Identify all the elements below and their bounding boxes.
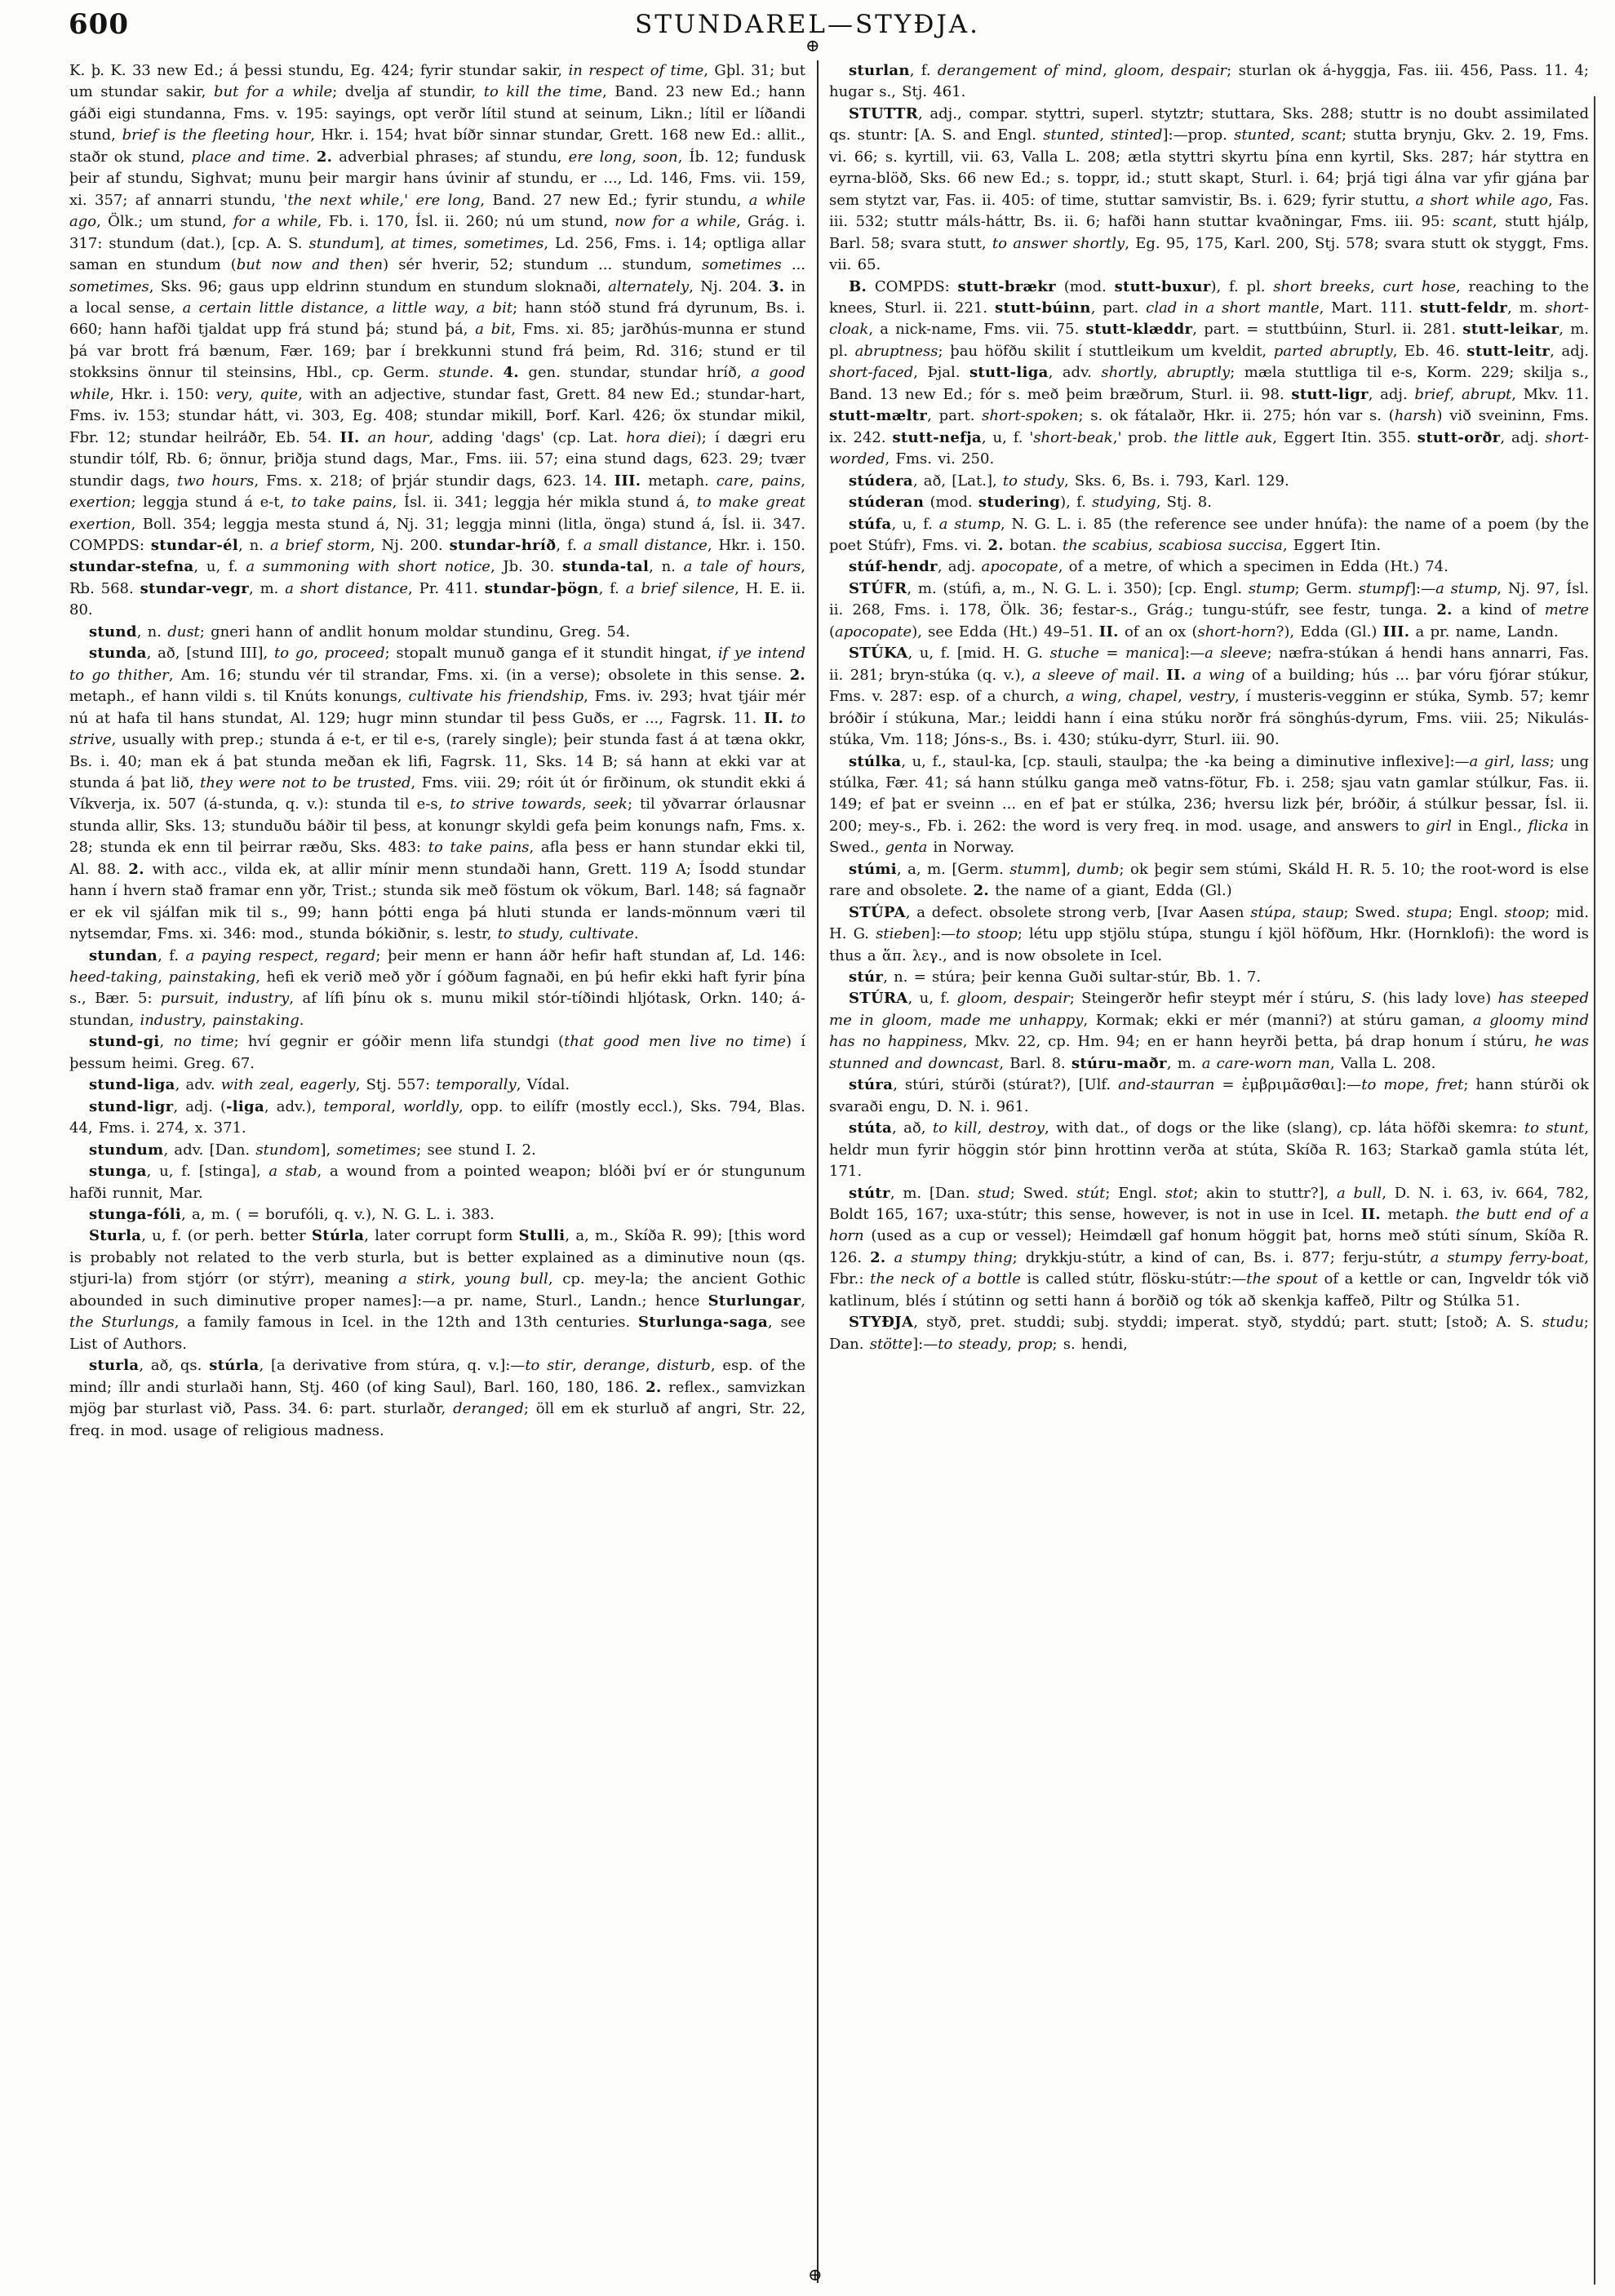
dictionary-entry: stútr, m. [Dan. stud; Swed. stút; Engl. stot; akin to stuttr?], a bull, D. N. i. 63, iv. 664, 782, Boldt 165, 167; uxa-stútr; this sense, however, is not in use in Icel. II. metaph. the butt end of a horn (used as a cup or vessel); Heimdæll gaf honum höggit þat, horns með stúti sínum, Skíða R. 126. 2. a stumpy thing; drykkju-stútr, a kind of can, Bs. i. 877; ferju-stútr, a stumpy ferry-boat, Fbr.: the neck of a bottle is called stútr, flösku-stútr:—the spout of a kettle or can, Ingveldr tók við katlinum, blés í stútinn og setti hann á borðið og tók að skenkja kaffeð, Piltr og Stúlka 51. [829,1184,1589,1310]
dictionary-entry: stúderan (mod. studering), f. studying, Stj. 8. [849,494,1212,512]
dictionary-entry: stúmi, a, m. [Germ. stumm], dumb; ok þegir sem stúmi, Skáld H. R. 5. 10; the root-word is else rare and obsolete. 2. the name of a giant, Edda (Gl.) [829,860,1589,900]
dictionary-entry: stunga-fóli, a, m. ( = borufóli, q. v.), N. G. L. i. 383. [89,1206,495,1224]
dictionary-entry: stúf-hendr, adj. apocopate, of a metre, of which a specimen in Edda (Ht.) 74. [849,558,1449,576]
dictionary-entry: stunda, að, [stund III], to go, proceed; stopalt munuð ganga ef it stundit hingat, if ye intend to go thither, Am. 16; stundu vér til strandar, Fms. xi. (in a verse); obsolete in this sense. 2. metaph., ef hann vildi s. til Knúts konungs, cultivate his friendship, Fms. iv. 293; hvat tjáir mér nú at hafa til hans stundat, Al. 129; hugr minn stundar til þess Guðs, er ..., Fagrsk. 11. II. to strive, usually with prep.; stunda á e-t, er til e-s, (rarely single); þeir stunda fast á at tæna okkr, Bs. i. 40; man ek á þat stunda meðan ek lifi, Fagrsk. 11, Sks. 14 B; sá hann at ekki var at stunda á þat lið, they were not to be trusted, Fms. viii. 29; róit út ór firðinum, ok stundit ekki á Víkverja, ix. 507 (á-stunda, q. v.): stunda til e-s, to strive towards, seek; til yðvarrar órlausnar stunda allir, Sks. 13; stunduðu báðir til þess, at konungr skyldi gefa þeim konungs nafn, Fms. x. 28; stunda ek enn til þeirrar ræðu, Sks. 483: to take pains, afla þess er hann stundar ekki til, Al. 88. 2. with acc., vilda ek, at allir mínir menn stundaði hann, Grett. 119 A; Ísodd stundar hann í hvern stað framar enn yðr, Trist.; stunda sik með föstum ok vökum, Barl. 148; sá fagnaðr er ek vil sjálfan mik til s., 99; hann þótti enga þá hluti stunda er lands-mönnum væri til nytsemdar, Fms. xi. 346: mod., stunda bókiðnir, s. lestr, to study, cultivate. [69,645,805,943]
page-edge-rule [1594,96,1595,2285]
dictionary-entry: sturlan, f. derangement of mind, gloom, despair; sturlan ok á-hyggja, Fas. iii. 456, Pass. 11. 4; hugar s., Stj. 461. [829,62,1589,101]
printer-mark-bottom-icon: ⊕ [808,2265,823,2285]
dictionary-entry: STUTTR, adj., compar. styttri, superl. stytztr; stuttara, Sks. 288; stuttr is no doubt assimilated qs. stuntr: [A. S. and Engl. stunted, stinted]:—prop. stunted, scant; stutta brynju, Gkv. 2. 19, Fms. vi. 66; s. kyrtill, vii. 63, Valla L. 208; ætla styttri skyrtu þína enn kyrtil, Sks. 287; hár styttra en eyrna-blöð, Sks. 66 new Ed.; s. toppr, id.; stutt skapt, Sturl. i. 64; þrjá tigi álna var yfir gjána þar sem stytzt var, Fas. ii. 405: of time, stuttar samvistir, Bs. i. 629; fyrir stuttu, a short while ago, Fas. iii. 532; stuttr máls-háttr, Bs. ii. 6; hafði hann stuttar kvaðningar, Fms. iii. 95: scant, stutt hjálp, Barl. 58; svara stutt, to answer shortly, Eg. 95, 175, Karl. 200, Stj. 578; svara stutt ok styggt, Fms. vii. 65. [829,104,1589,274]
printer-mark-top-icon: ⊕ [805,36,820,55]
page-title: STUNDAREL—STYÐJA. [634,10,981,39]
dictionary-entry: STÚRA, u, f. gloom, despair; Steingerðr hefir steypt mér í stúru, S. (his lady love) has steeped me in gloom, made me unhappy, Kormak; ekki er mér (manni?) at stúru gaman, a gloomy mind has no happiness, Mkv. 22, cp. Hm. 94; en er hann heyrði þetta, þá drap honum í stúru, he was stunned and downcast, Barl. 8. stúru-maðr, m. a care-worn man, Valla L. 208. [829,990,1589,1072]
text-columns [69,60,1589,2283]
dictionary-entry: stundan, f. a paying respect, regard; þeir menn er hann áðr hefir haft stundan af, Ld. 146: heed-taking, painstaking, hefi ek verið með yðr í góðum fagnaði, en þú hefir ekki haft fyrir þína s., Bær. 5: pursuit, industry, af lífi þínu ok s. munu mikil stór-tíðindi hljótask, Orkn. 140; á-stundan, industry, painstaking. [69,946,805,1029]
column-divider-rule [817,60,819,2283]
dictionary-entry: stúfa, u, f. a stump, N. G. L. i. 85 (the reference see under hnúfa): the name of a poem (by the poet Stúfr), Fms. vi. 2. botan. the scabius, scabiosa succisa, Eggert Itin. [829,515,1589,554]
dictionary-entry: B. COMPDS: stutt-brækr (mod. stutt-buxur), f. pl. short breeks, curt hose, reaching to the knees, Sturl. ii. 221. stutt-búinn, part. clad in a short mantle, Mart. 111. stutt-feldr, m. short-cloak, a nick-name, Fms. vii. 75. stutt-klæddr, part. = stuttbúinn, Sturl. ii. 281. stutt-leikar, m. pl. abruptness; þau höfðu skilit í stuttleikum um kveldit, parted abruptly, Eb. 46. stutt-leitr, adj. short-faced, Þjal. stutt-liga, adv. shortly, abruptly; mæla stuttliga til e-s, Korm. 229; skilja s., Band. 13 new Ed.; fór s. með þeim bræðrum, Sturl. ii. 98. stutt-ligr, adj. brief, abrupt, Mkv. 11. stutt-mæltr, part. short-spoken; s. ok fátalaðr, Hkr. ii. 275; hón var s. (harsh) við sveininn, Fms. ix. 242. stutt-nefja, u, f. 'short-beak,' prob. the little auk, Eggert Itin. 355. stutt-orðr, adj. short-worded, Fms. vi. 250. [829,277,1589,468]
dictionary-entry: stúr, n. = stúra; þeir kenna Guði sultar-stúr, Bb. 1. 7. [849,968,1262,986]
left-column [69,60,805,2283]
dictionary-entry: stundum, adv. [Dan. stundom], sometimes; see stund I. 2. [89,1141,536,1159]
dictionary-entry: sturla, að, qs. stúrla, [a derivative from stúra, q. v.]:—to stir, derange, disturb, esp. of the mind; íllr andi sturlaði hann, Stj. 460 (of king Saul), Barl. 160, 180, 186. 2. reflex., samvizkan mjög þar sturlast við, Pass. 34. 6: part. sturlaðr, deranged; öll em ek sturluð af angri, Str. 22, freq. in mod. usage of religious madness. [69,1357,805,1439]
right-column [829,60,1589,2283]
page-number: 600 [69,8,129,41]
dictionary-entry: STÚPA, a defect. obsolete strong verb, [Ivar Aasen stúpa, staup; Swed. stupa; Engl. stoop; mid. H. G. stieben]:—to stoop; létu upp stjölu stúpa, stungu í kjöl höfðum, Hkr. (Hornklofi): the word is thus a ἅπ. λεγ., and is now obsolete in Icel. [829,903,1589,964]
dictionary-entry: STÚKA, u, f. [mid. H. G. stuche = manica]:—a sleeve; næfra-stúkan á hendi hans annarri, Fas. ii. 281; bryn-stúka (q. v.), a sleeve of mail. II. a wing of a building; hús ... þar vóru fjórar stúkur, Fms. v. 287: esp. of a church, a wing, chapel, vestry, í musteris-vegginn er stúka, Symb. 57; kemr bróðir í stúkuna, Mar.; leiddi hann í eina stúku norðr frá sönghús-dyrum, Fms. viii. 25; Nikulás-stúka, Vm. 118; Jóns-s., Bs. i. 430; stúku-dyrr, Sturl. iii. 90. [829,645,1589,749]
dictionary-entry: stund-liga, adv. with zeal, eagerly, Stj. 557: temporally, Vídal. [89,1076,570,1094]
dictionary-entry: stund-gi, no time; hví gegnir er góðir menn lifa stundgi (that good men live no time) í þessum heimi. Greg. 67. [69,1033,805,1072]
dictionary-entry: Sturla, u, f. (or perh. better Stúrla, later corrupt form Stulli, a, m., Skíða R. 99); [this word is probably not related to the verb sturla, but is better explained as a diminutive noun (qs. stjuri-la) from stjórr (or stýrr), meaning a stirk, young bull, cp. mey-la; the ancient Gothic abounded in such diminutive proper names]:—a pr. name, Sturl., Landn.; hence Sturlungar, the Sturlungs, a family famous in Icel. in the 12th and 13th centuries. Sturlunga-saga, see List of Authors. [69,1227,805,1353]
dictionary-entry: stund, n. dust; gneri hann of andlit honum moldar stundinu, Greg. 54. [89,623,631,640]
dictionary-entry: K. þ. K. 33 new Ed.; á þessi stundu, Eg. 424; fyrir stundar sakir, in respect of time, Gþl. 31; but um stundar sakir, but for a while; dvelja af stundir, to kill the time, Band. 23 new Ed.; hann gáði eigi stundanna, Fms. v. 195: sayings, opt verðr lítil stund at seinum, Likn.; lítil er líðandi stund, brief is the fleeting hour, Hkr. i. 154; hvat bíðr sinnar stundar, Grett. 168 new Ed.: allit., staðr ok stund, place and time. 2. adverbial phrases; af stundu, ere long, soon, Íb. 12; fundusk þeir af stundu, Sighvat; munu þeir margir hans úvinir af stundu, er ..., Ld. 146, Fms. vii. 159, xi. 357; af annarri stundu, 'the next while,' ere long, Band. 27 new Ed.; fyrir stundu, a while ago, Ölk.; um stund, for a while, Fb. i. 170, Ísl. ii. 260; nú um stund, now for a while, Grág. i. 317: stundum (dat.), [cp. A. S. stundum], at times, sometimes, Ld. 256, Fms. i. 14; optliga allar saman en stundum (but now and then) sér hverir, 52; stundum ... stundum, sometimes ... sometimes, Sks. 96; gaus upp eldrinn stundum en stundum sloknaði, alternately, Nj. 204. 3. in a local sense, a certain little distance, a little way, a bit; hann stóð stund frá dyrunum, Bs. i. 660; hann hafði tjaldat upp frá stund þá; stund þá, a bit, Fms. xi. 85; jarðhús-munna er stund þá var brott frá bænum, Fær. 169; þar í brekkunni stund frá þeim, Rd. 316; stund er til stokksins önnur til steinsins, Hbl., cp. Germ. stunde. 4. gen. stundar, stundar hríð, a good while, Hkr. i. 150: very, quite, with an adjective, stundar fast, Grett. 84 new Ed.; stundar-hart, Fms. iv. 153; stundar hátt, vi. 303, Eg. 408; stundar mikill, Þorf. Karl. 426; öx stundar mikil, Fbr. 12; stundar heilráðr, Eb. 54. II. an hour, adding 'dags' (cp. Lat. hora diei); í dægri eru stundir tólf, Rb. 6; önnur, þriðja stund dags, Mar., Fms. iii. 57; eina stund dags, 623. 29; tvær stundir dags, two hours, Fms. x. 218; of þrjár stundir dags, 623. 14. III. metaph. care, pains, exertion; leggja stund á e-t, to take pains, Ísl. ii. 341; leggja hér mikla stund á, to make great exertion, Boll. 354; leggja mesta stund á, Nj. 31; leggja minni (litla, önga) stund á, Ísl. ii. 347. COMPDS: stundar-él, n. a brief storm, Nj. 200. stundar-hríð, f. a small distance, Hkr. i. 150. stundar-stefna, u, f. a summoning with short notice, Jb. 30. stunda-tal, n. a tale of hours, Rb. 568. stundar-vegr, m. a short distance, Pr. 411. stundar-þögn, f. a brief silence, H. E. ii. 80. [69,62,805,619]
dictionary-entry: stúra, stúri, stúrði (stúrat?), [Ulf. and-staurran = ἐμβριμᾶσθαι]:—to mope, fret; hann stúrði ok svaraði engu, D. N. i. 961. [829,1076,1589,1115]
dictionary-entry: stúdera, að, [Lat.], to study, Sks. 6, Bs. i. 793, Karl. 129. [849,472,1289,490]
dictionary-entry: stund-ligr, adj. (-liga, adv.), temporal, worldly, opp. to eilífr (mostly eccl.), Sks. 794, Blas. 44, Fms. i. 274, x. 371. [69,1097,805,1137]
dictionary-entry: stúta, að, to kill, destroy, with dat., of dogs or the like (slang), cp. láta höfði skemra: to stunt, heldr mun fyrir höggin stór þinn hrottinn verða at stúta, Skíða R. 163; Starkað gamla stúta lét, 171. [829,1119,1589,1181]
dictionary-entry: STYÐJA, styð, pret. studdi; subj. styddi; imperat. styð, styddú; part. stutt; [stoð; A. S. studu; Dan. stötte]:—to steady, prop; s. hendi, [829,1314,1589,1353]
dictionary-entry: STÚFR, m. (stúfi, a, m., N. G. L. i. 350); [cp. Engl. stump; Germ. stumpf]:—a stump, Nj. 97, Ísl. ii. 268, Fms. i. 178, Ölk. 36; festar-s., Grág.; tungu-stúfr, see festr, tunga. 2. a kind of metre (apocopate), see Edda (Ht.) 49–51. II. of an ox (short-horn?), Edda (Gl.) III. a pr. name, Landn. [829,579,1589,640]
dictionary-entry: stúlka, u, f., staul-ka, [cp. stauli, staulpa; the -ka being a diminutive inflexive]:—a girl, lass; ung stúlka, Fær. 41; sá hann stúlku ganga með vatns-fötur, Fb. i. 258; sjau vatn gamlar stúlkur, Fas. ii. 149; ef þat er sveinn ... en ef þat er stúlka, 236; hversu lizk þér, bróðir, á stúlkur þessar, Ísl. ii. 200; mey-s., Fb. i. 262: the word is very freq. in mod. usage, and answers to girl in Engl., flicka in Swed., genta in Norway. [829,752,1589,857]
dictionary-entry: stunga, u, f. [stinga], a stab, a wound from a pointed weapon; blóði því er ór stungunum hafði runnit, Mar. [69,1163,805,1202]
